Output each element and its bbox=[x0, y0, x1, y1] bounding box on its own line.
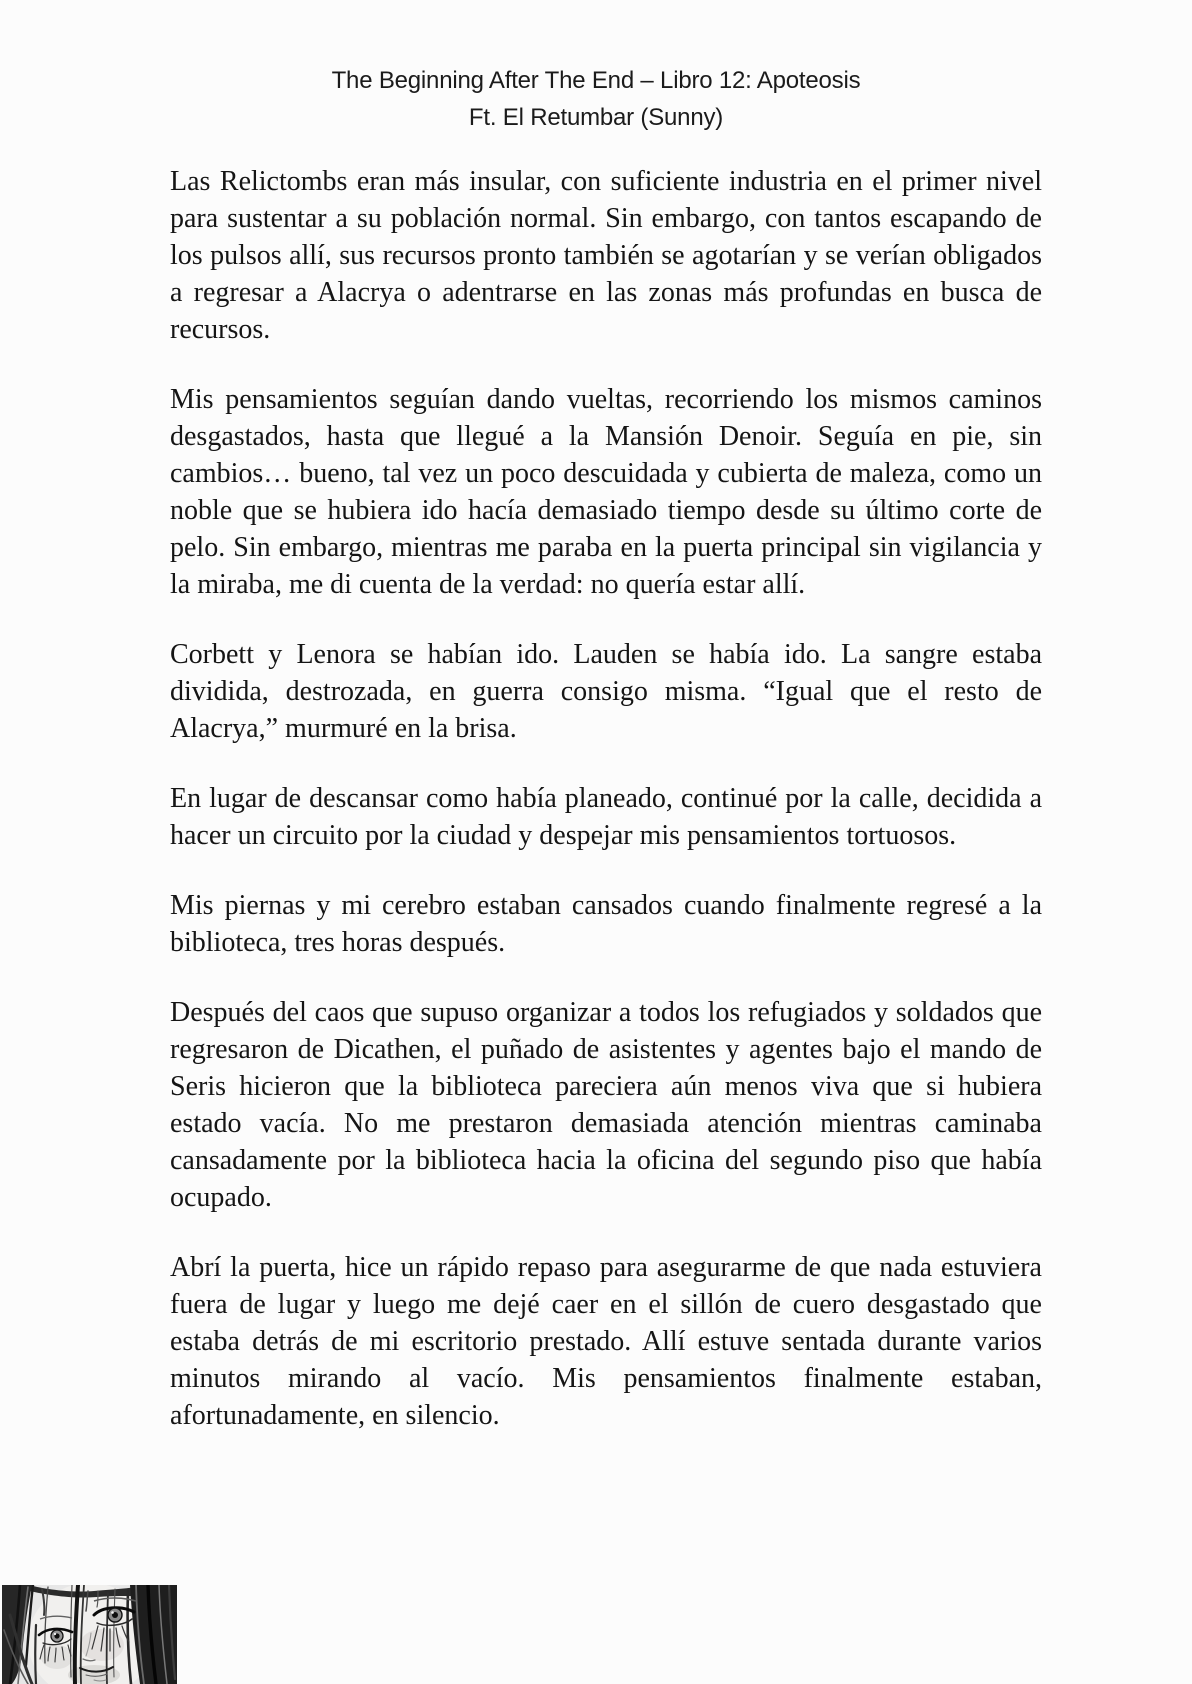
paragraph-1: Las Relictombs eran más insular, con suficiente industria en el primer nivel para sustentar a su población normal. Sin embargo, con tantos escapando de los pulsos allí, sus recursos pronto también se agotarían y se verían obligados a regresar a Alacrya o adentrarse en las zonas más profundas en busca de recursos. bbox=[170, 166, 1042, 345]
paragraph-2: Mis pensamientos seguían dando vueltas, recorriendo los mismos caminos desgastados, hasta que llegué a la Mansión Denoir. Seguía en pie, sin cambios… bueno, tal vez un poco descuidada y cubierta de maleza, como un noble que se hubiera ido hacía demasiado tiempo desde su último corte de pelo. Sin embargo, mientras me paraba en la puerta principal sin vigilancia y la miraba, me di cuenta de la verdad: no quería estar allí. bbox=[170, 384, 1042, 600]
paragraph-7: Abrí la puerta, hice un rápido repaso para asegurarme de que nada estuviera fuera de lugar y luego me dejé caer en el sillón de cuero desgastado que estaba detrás de mi escritorio prestado. Allí estuve sentada durante varios minutos mirando al vacío. Mis pensamientos finalmente estaban, afortunadamente, en silencio. bbox=[170, 1252, 1042, 1431]
paragraph-3: Corbett y Lenora se habían ido. Lauden se había ido. La sangre estaba dividida, destrozada, en guerra consigo misma. “Igual que el resto de Alacrya,” murmuré en la brisa. bbox=[170, 639, 1042, 744]
title-line-1: The Beginning After The End – Libro 12: Apoteosis bbox=[331, 67, 861, 94]
document-title bbox=[0, 0, 1192, 136]
title-line-2: Ft. El Retumbar (Sunny) bbox=[468, 104, 724, 131]
paragraph-5: Mis piernas y mi cerebro estaban cansados cuando finalmente regresé a la biblioteca, tres horas después. bbox=[170, 890, 1042, 958]
manga-face-image bbox=[2, 1585, 177, 1684]
paragraph-4: En lugar de descansar como había planeado, continué por la calle, decidida a hacer un circuito por la ciudad y despejar mis pensamientos tortuosos. bbox=[170, 783, 1042, 851]
paragraph-6: Después del caos que supuso organizar a todos los refugiados y soldados que regresaron de Dicathen, el puñado de asistentes y agentes bajo el mando de Seris hicieron que la biblioteca pareciera aún menos viva que si hubiera estado vacía. No me prestaron demasiada atención mientras caminaba cansadamente por la biblioteca hacia la oficina del segundo piso que había ocupado. bbox=[170, 997, 1042, 1213]
document-body bbox=[170, 163, 1042, 1434]
